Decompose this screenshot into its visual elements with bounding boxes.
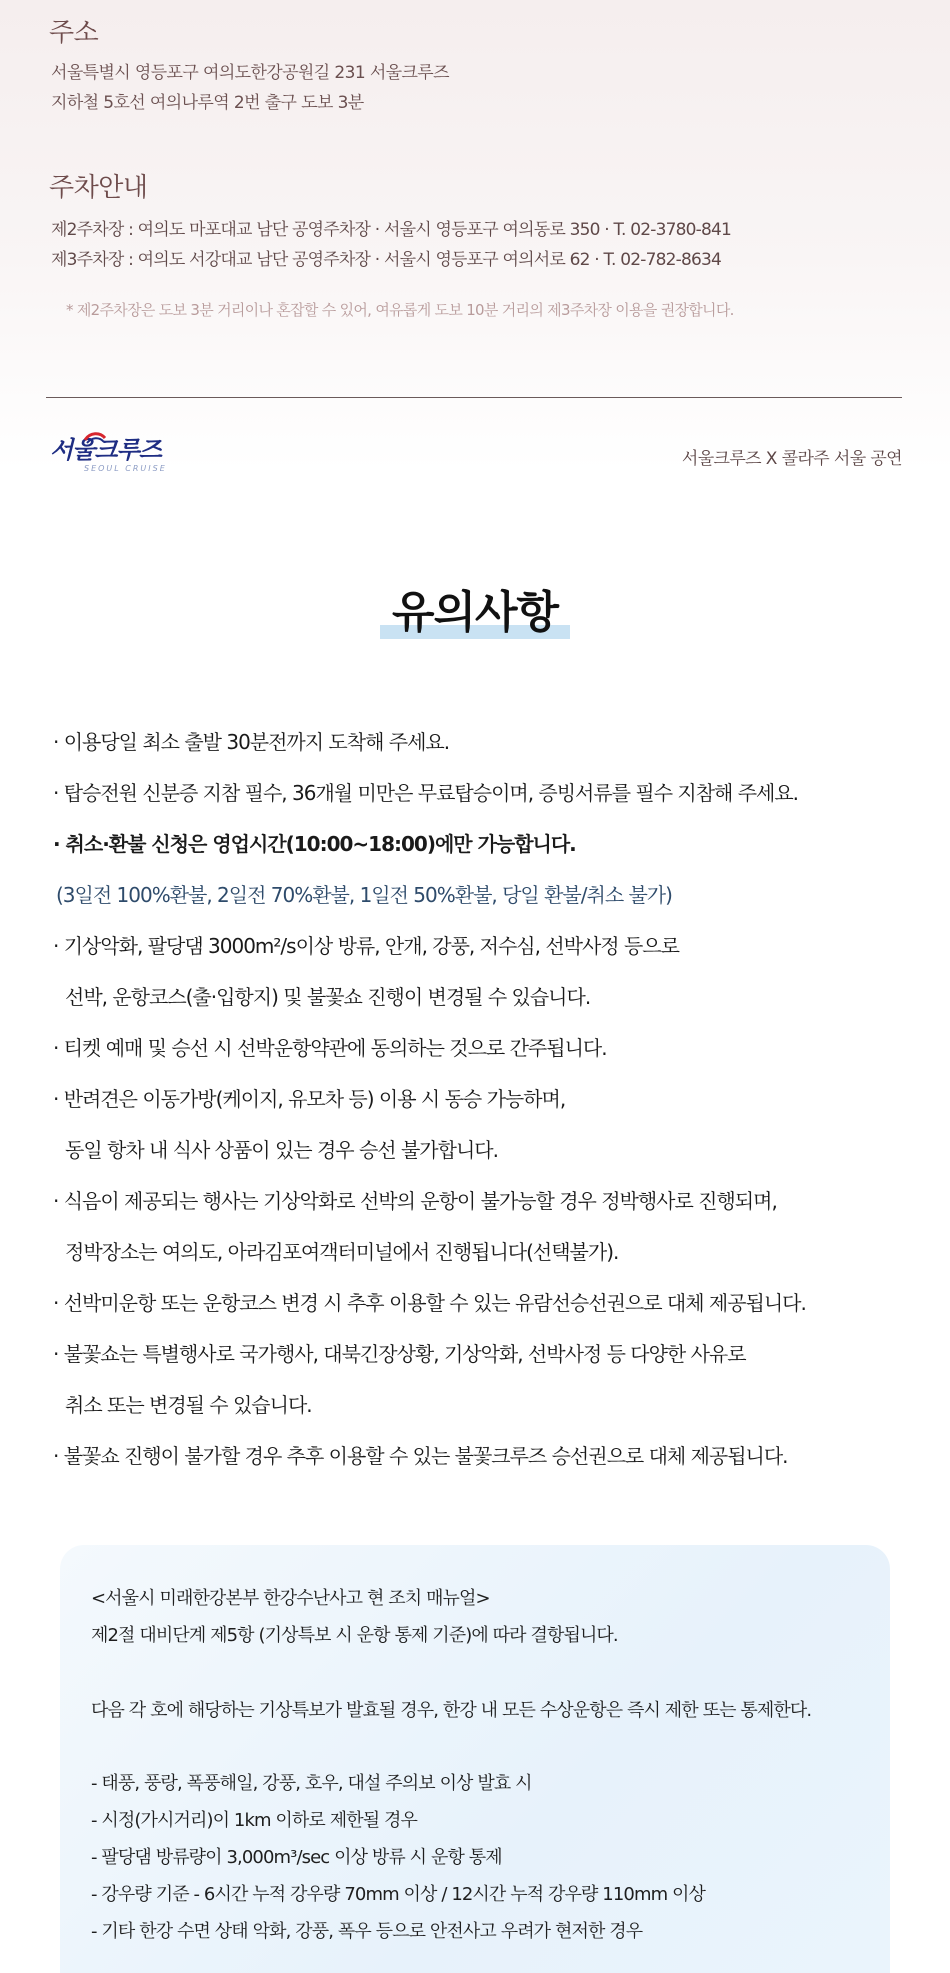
parking-line: 제2주차장 : 여의도 마포대교 남단 공영주차장 · 서울시 영등포구 여의동로 350 · T. 02-3780-841 xyxy=(51,220,732,240)
notice-item-refund-detail: (3일전 100%환불, 2일전 70%환불, 1일전 50%환불, 당일 환불/취소 불가) xyxy=(56,883,672,907)
manual-heading: <서울시 미래한강본부 한강수난사고 현 조치 매뉴얼> xyxy=(91,1588,490,1609)
section-divider xyxy=(46,397,902,398)
notice-item-continued: 선박, 운항코스(출·입항지) 및 불꽃쇼 진행이 변경될 수 있습니다. xyxy=(65,985,591,1009)
notice-title xyxy=(386,585,564,641)
notice-item: · 티켓 예매 및 승선 시 선박운항약관에 동의하는 것으로 간주됩니다. xyxy=(53,1036,607,1060)
notice-item: · 반려견은 이동가방(케이지, 유모차 등) 이용 시 동승 가능하며, xyxy=(53,1087,566,1111)
notice-item: · 식음이 제공되는 행사는 기상악화로 선박의 운항이 불가능할 경우 정박행사로 진행되며, xyxy=(53,1189,777,1213)
parking-note: * 제2주차장은 도보 3분 거리이나 혼잡할 수 있어, 여유롭게 도보 10분 거리의 제3주차장 이용을 권장합니다. xyxy=(66,301,734,319)
logo-subtext: SEOUL CRUISE xyxy=(84,464,167,473)
logo-swoosh-icon xyxy=(84,430,106,444)
manual-item: - 팔당댐 방류량이 3,000m³/sec 이상 방류 시 운항 통제 xyxy=(91,1847,502,1868)
collab-label: 서울크루즈 X 콜라주 서울 공연 xyxy=(681,449,902,469)
manual-intro: 다음 각 호에 해당하는 기상특보가 발효될 경우, 한강 내 모든 수상운항은 즉시 제한 또는 통제한다. xyxy=(91,1700,812,1721)
manual-item: - 태풍, 풍랑, 폭풍해일, 강풍, 호우, 대설 주의보 이상 발효 시 xyxy=(91,1773,532,1794)
manual-subheading: 제2절 대비단계 제5항 (기상특보 시 운항 통제 기준)에 따라 결항됩니다. xyxy=(91,1625,618,1646)
parking-line: 제3주차장 : 여의도 서강대교 남단 공영주차장 · 서울시 영등포구 여의서로 62 · T. 02-782-8634 xyxy=(51,250,722,270)
address-line: 서울특별시 영등포구 여의도한강공원길 231 서울크루즈 xyxy=(51,63,449,83)
manual-item: - 강우량 기준 - 6시간 누적 강우량 70mm 이상 / 12시간 누적 강우량 110mm 이상 xyxy=(91,1884,706,1905)
parking-title: 주차안내 xyxy=(49,173,148,203)
address-title: 주소 xyxy=(49,18,99,48)
logo-text: 서울크루즈 xyxy=(50,436,161,464)
notice-item: · 불꽃쇼 진행이 불가할 경우 추후 이용할 수 있는 불꽃크루즈 승선권으로 대체 제공됩니다. xyxy=(53,1444,788,1468)
manual-item: - 기타 한강 수면 상태 악화, 강풍, 폭우 등으로 안전사고 우려가 현저한 경우 xyxy=(91,1921,643,1942)
seoul-cruise-logo xyxy=(50,436,180,480)
notice-item-refund: · 취소·환불 신청은 영업시간(10:00~18:00)에만 가능합니다. xyxy=(53,832,576,856)
notice-item: · 이용당일 최소 출발 30분전까지 도착해 주세요. xyxy=(53,730,450,754)
notice-title-wrap xyxy=(0,585,950,641)
notice-item-continued: 정박장소는 여의도, 아라김포여객터미널에서 진행됩니다(선택불가). xyxy=(65,1240,619,1264)
notice-item: · 기상악화, 팔당댐 3000m²/s이상 방류, 안개, 강풍, 저수심, 선박사정 등으로 xyxy=(53,934,679,958)
notice-title-text: 유의사항 xyxy=(391,587,558,638)
manual-item: - 시정(가시거리)이 1km 이하로 제한될 경우 xyxy=(91,1810,417,1831)
notice-item: · 탑승전원 신분증 지참 필수, 36개월 미만은 무료탑승이며, 증빙서류를 필수 지참해 주세요. xyxy=(53,781,799,805)
address-line: 지하철 5호선 여의나루역 2번 출구 도보 3분 xyxy=(51,93,364,113)
notice-item: · 불꽃쇼는 특별행사로 국가행사, 대북긴장상황, 기상악화, 선박사정 등 다양한 사유로 xyxy=(53,1342,746,1366)
notice-item-continued: 동일 항차 내 식사 상품이 있는 경우 승선 불가합니다. xyxy=(65,1138,498,1162)
notice-item: · 선박미운항 또는 운항코스 변경 시 추후 이용할 수 있는 유람선승선권으로 대체 제공됩니다. xyxy=(53,1291,806,1315)
notice-item-continued: 취소 또는 변경될 수 있습니다. xyxy=(65,1393,312,1417)
